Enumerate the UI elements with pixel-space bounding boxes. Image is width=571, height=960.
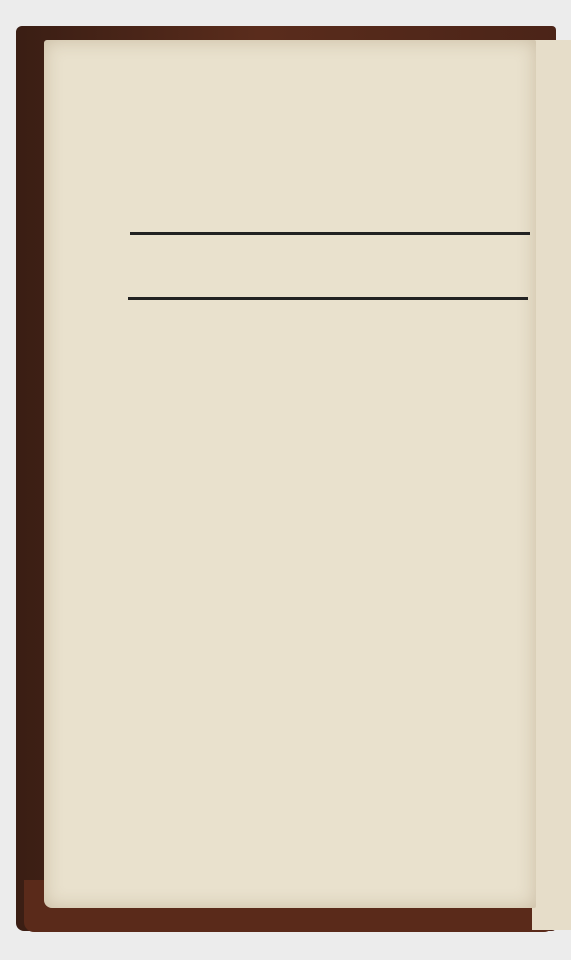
book-page [44, 40, 536, 908]
divider-rule-bottom [128, 297, 528, 300]
facing-page [532, 40, 571, 930]
divider-rule-top [130, 232, 530, 235]
